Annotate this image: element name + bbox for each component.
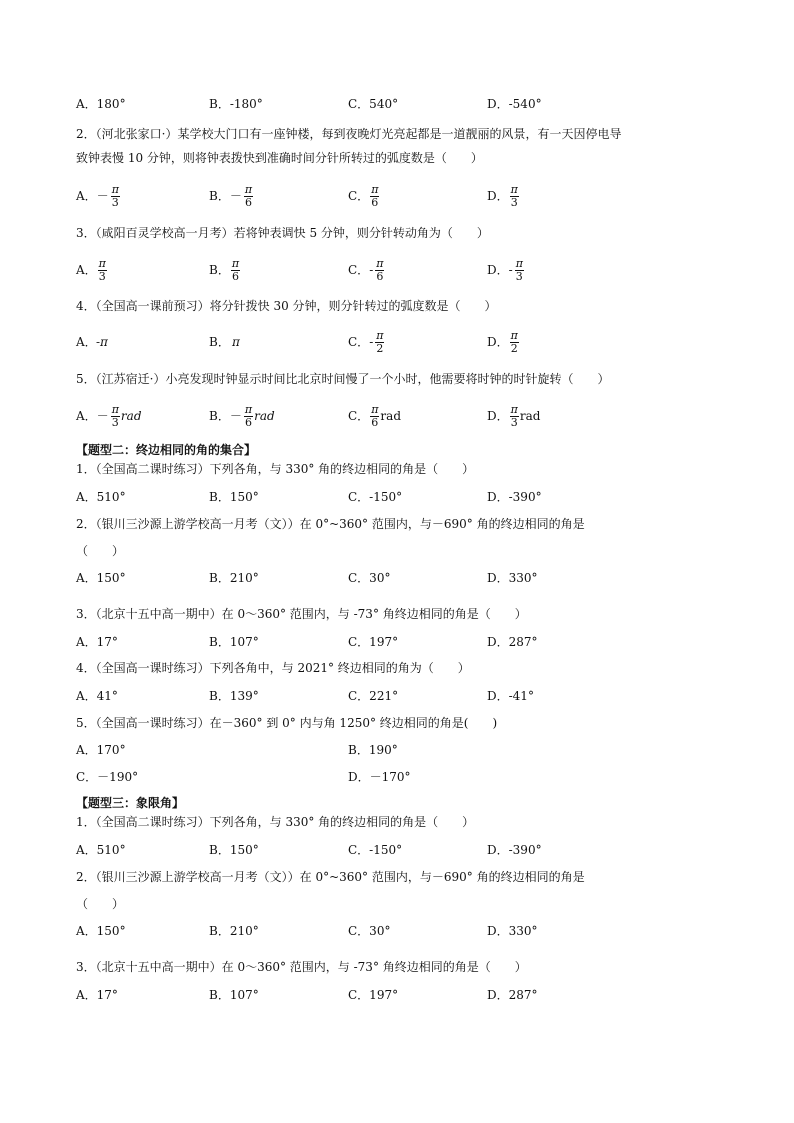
option-label: A．	[76, 263, 97, 277]
option-b	[209, 258, 241, 283]
option-c: C．30°	[348, 571, 391, 585]
option-d	[487, 330, 520, 355]
question-stem: 4．（全国高一课前预习）将分针拨快 30 分钟，则分针转过的弧度数是（ ）	[76, 299, 497, 313]
option-a: A．150°	[76, 924, 126, 938]
minus-sign: -	[508, 263, 513, 277]
question-stem-continued: 致钟表慢 10 分钟，则将钟表拨快到准确时间分针所转过的弧度数是（ ）	[76, 151, 483, 165]
option-label: B．	[209, 189, 230, 203]
fraction	[375, 330, 384, 355]
option-label: D．	[487, 409, 509, 423]
fraction-numerator: π	[510, 183, 518, 196]
fraction	[370, 184, 379, 209]
unit-label: rad	[380, 409, 401, 423]
option-label: C．	[348, 335, 370, 349]
option-label: D．	[487, 263, 509, 277]
option-c	[348, 258, 385, 283]
fraction-denominator: 6	[371, 416, 379, 429]
fraction-denominator: 3	[515, 270, 523, 283]
option-d: D．-390°	[487, 843, 542, 857]
question-stem-continued: （ ）	[76, 544, 125, 558]
unit-label: rad	[519, 409, 541, 423]
fraction	[515, 258, 524, 283]
option-d: D．-41°	[487, 689, 534, 703]
option-c: C．540°	[348, 97, 399, 111]
option-b: B．-180°	[209, 97, 263, 111]
unit-label: rad	[120, 409, 142, 423]
fraction	[510, 330, 519, 355]
option-c: C．-150°	[348, 490, 403, 504]
option-d	[487, 258, 525, 283]
fraction-numerator: π	[510, 329, 518, 342]
option-b: B．107°	[209, 988, 259, 1002]
fraction-denominator: 3	[98, 270, 106, 283]
question-stem: 1．（全国高二课时练习）下列各角，与 330° 角的终边相同的角是（ ）	[76, 815, 475, 829]
fraction-numerator: π	[376, 257, 384, 270]
option-d: D．-390°	[487, 490, 542, 504]
fraction	[510, 404, 519, 429]
option-d	[487, 404, 540, 429]
option-a: A．41°	[76, 689, 118, 703]
minus-sign: －	[96, 409, 109, 423]
option-d: D．-540°	[487, 97, 542, 111]
fraction-denominator: 3	[510, 196, 518, 209]
minus-sign: －	[229, 409, 242, 423]
fraction-denominator: 6	[244, 416, 252, 429]
fraction-denominator: 3	[111, 196, 119, 209]
minus-sign: －	[96, 189, 109, 203]
fraction-denominator: 6	[376, 270, 384, 283]
option-c: C．221°	[348, 689, 399, 703]
fraction-numerator: π	[111, 183, 119, 196]
fraction-denominator: 2	[510, 342, 518, 355]
fraction	[370, 404, 379, 429]
option-b-value: π	[232, 335, 240, 349]
fraction-numerator: π	[111, 403, 119, 416]
question-stem: 5．（全国高一课时练习）在－360° 到 0° 内与角 1250° 终边相同的角是( )	[76, 716, 498, 730]
option-d: D．－170°	[348, 770, 411, 784]
fraction-numerator: π	[376, 329, 384, 342]
option-a: A．	[76, 335, 97, 349]
fraction-numerator: π	[515, 257, 523, 270]
fraction-numerator: π	[231, 257, 240, 270]
option-a: A．17°	[76, 635, 118, 649]
question-stem: 3．（咸阳百灵学校高一月考）若将钟表调快 5 分钟，则分针转动角为（ ）	[76, 226, 489, 240]
fraction-numerator: π	[510, 403, 518, 416]
option-b	[209, 184, 254, 209]
fraction	[98, 258, 107, 283]
option-label: A．	[76, 189, 97, 203]
option-label: C．	[348, 409, 370, 423]
fraction-denominator: 6	[231, 270, 239, 283]
question-stem: 2．（河北张家口·）某学校大门口有一座钟楼，每到夜晚灯光亮起都是一道靓丽的风景，有一天因停电导	[76, 127, 622, 141]
option-c: C．197°	[348, 635, 399, 649]
option-c: C．197°	[348, 988, 399, 1002]
option-d: D．287°	[487, 988, 538, 1002]
option-c	[348, 184, 380, 209]
option-a: A．17°	[76, 988, 118, 1002]
option-b	[209, 404, 275, 429]
option-d: D．330°	[487, 924, 538, 938]
option-c	[348, 330, 385, 355]
fraction-denominator: 6	[371, 196, 379, 209]
option-b: B．	[209, 335, 230, 349]
option-c: C．30°	[348, 924, 391, 938]
option-a: A．510°	[76, 490, 126, 504]
option-c: C．-150°	[348, 843, 403, 857]
fraction-denominator: 6	[244, 196, 252, 209]
option-b: B．139°	[209, 689, 259, 703]
option-d	[487, 184, 520, 209]
option-c	[348, 404, 401, 429]
option-a	[76, 258, 108, 283]
question-stem: 3．（北京十五中高一期中）在 0～360° 范围内，与 -73° 角终边相同的角是（ ）	[76, 607, 527, 621]
minus-sign: -	[369, 335, 374, 349]
question-stem: 1．（全国高二课时练习）下列各角，与 330° 角的终边相同的角是（ ）	[76, 462, 475, 476]
option-label: C．	[348, 263, 370, 277]
fraction	[111, 184, 120, 209]
fraction	[244, 404, 253, 429]
minus-sign: －	[229, 189, 242, 203]
option-b: B．107°	[209, 635, 259, 649]
fraction	[375, 258, 384, 283]
option-label: A．	[76, 409, 97, 423]
question-stem: 5．（江苏宿迁·）小亮发现时钟显示时间比北京时间慢了一个小时，他需要将时钟的时针旋转（ ）	[76, 372, 610, 386]
fraction	[111, 404, 120, 429]
option-b: B．150°	[209, 843, 259, 857]
fraction-denominator: 2	[376, 342, 384, 355]
option-d: D．330°	[487, 571, 538, 585]
option-a-value: -π	[96, 335, 108, 349]
section-heading: 【题型三：象限角】	[76, 796, 185, 810]
section-heading: 【题型二：终边相同的角的集合】	[76, 443, 257, 457]
unit-label: rad	[254, 409, 275, 423]
fraction-numerator: π	[371, 403, 379, 416]
option-b: B．210°	[209, 924, 259, 938]
option-label: D．	[487, 189, 509, 203]
fraction-numerator: π	[244, 183, 253, 196]
option-label: D．	[487, 335, 509, 349]
option-b: B．210°	[209, 571, 259, 585]
option-d: D．287°	[487, 635, 538, 649]
option-a	[76, 404, 142, 429]
option-label: B．	[209, 409, 230, 423]
question-stem: 4．（全国高一课时练习）下列各角中，与 2021° 终边相同的角为（ ）	[76, 661, 470, 675]
option-label: B．	[209, 263, 230, 277]
option-b: B．190°	[348, 743, 398, 757]
minus-sign: -	[369, 263, 374, 277]
fraction-denominator: 3	[510, 416, 518, 429]
fraction	[244, 184, 253, 209]
option-a: A．180°	[76, 97, 126, 111]
option-a: A．510°	[76, 843, 126, 857]
option-b: B．150°	[209, 490, 259, 504]
option-a: A．150°	[76, 571, 126, 585]
option-a: A．170°	[76, 743, 126, 757]
fraction-numerator: π	[371, 183, 379, 196]
fraction-denominator: 3	[111, 416, 119, 429]
option-label: C．	[348, 189, 370, 203]
question-stem-continued: （ ）	[76, 897, 125, 911]
question-stem: 3．（北京十五中高一期中）在 0～360° 范围内，与 -73° 角终边相同的角是（ ）	[76, 960, 527, 974]
fraction	[510, 184, 519, 209]
question-stem: 2．（银川三沙源上游学校高一月考（文））在 0°~360° 范围内，与－690° 角的终边相同的角是	[76, 870, 585, 884]
fraction-numerator: π	[244, 403, 253, 416]
fraction-numerator: π	[98, 257, 106, 270]
question-stem: 2．（银川三沙源上游学校高一月考（文））在 0°~360° 范围内，与－690° 角的终边相同的角是	[76, 517, 585, 531]
option-a	[76, 184, 121, 209]
fraction	[231, 258, 240, 283]
option-c: C．－190°	[76, 770, 139, 784]
